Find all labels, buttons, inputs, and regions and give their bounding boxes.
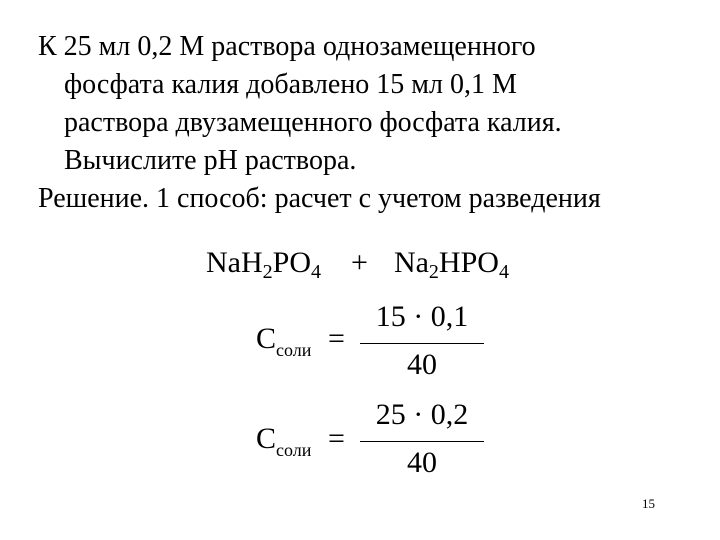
denominator: 40 bbox=[407, 446, 437, 479]
formula-part: HPO bbox=[438, 246, 499, 279]
problem-statement bbox=[38, 28, 708, 180]
symbol-subscript: соли bbox=[276, 440, 312, 460]
plus-sign: + bbox=[351, 246, 368, 279]
numerator: 15 · 0,1 bbox=[375, 300, 469, 333]
formula-subscript: 4 bbox=[311, 261, 322, 283]
problem-line: К 25 мл 0,2 М раствора однозамещенного bbox=[38, 31, 536, 62]
formula-part: NaH bbox=[206, 246, 263, 279]
problem-line: Вычислите рН раствора. bbox=[64, 145, 357, 176]
problem-line: фосфата калия добавлено 15 мл 0,1 М bbox=[64, 69, 517, 100]
reactant-2 bbox=[393, 246, 509, 283]
fraction-bar bbox=[360, 343, 484, 344]
symbol-c: C bbox=[256, 422, 277, 455]
equation-1 bbox=[256, 300, 496, 390]
equation-2 bbox=[256, 398, 496, 488]
equals-sign: = bbox=[328, 322, 345, 355]
formula-subscript: 2 bbox=[262, 261, 273, 283]
solution-heading: Решение. 1 способ: расчет с учетом разведения bbox=[38, 183, 601, 214]
formula-part: Na bbox=[393, 246, 429, 279]
concentration-symbol bbox=[256, 422, 311, 461]
problem-line: раствора двузамещенного фосфата калия. bbox=[64, 107, 562, 138]
formula-subscript: 2 bbox=[428, 261, 439, 283]
symbol-c: C bbox=[256, 322, 277, 355]
symbol-subscript: соли bbox=[276, 340, 312, 360]
equals-sign: = bbox=[328, 422, 345, 455]
fraction-bar bbox=[360, 441, 484, 442]
formula-part: PO bbox=[272, 246, 312, 279]
formula-subscript: 4 bbox=[498, 261, 509, 283]
reactant-1 bbox=[206, 246, 322, 283]
denominator: 40 bbox=[407, 348, 437, 381]
numerator: 25 · 0,2 bbox=[375, 398, 469, 431]
concentration-symbol bbox=[256, 322, 311, 361]
reaction-equation bbox=[206, 246, 509, 284]
page-number: 15 bbox=[642, 496, 655, 511]
